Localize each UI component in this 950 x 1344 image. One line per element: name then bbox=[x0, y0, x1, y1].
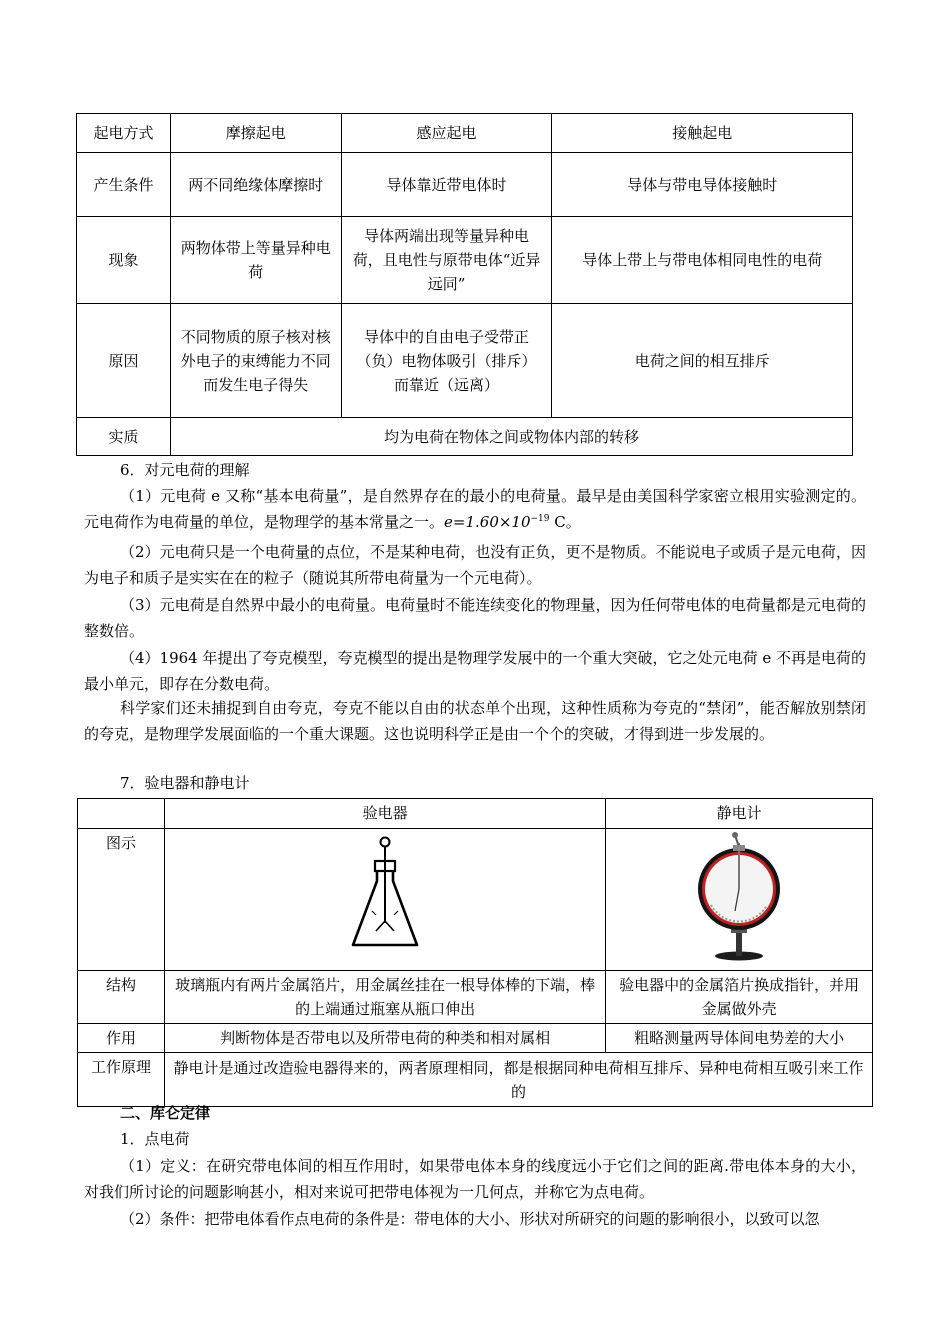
electroscope-table bbox=[77, 798, 873, 1107]
formula-unit: C。 bbox=[549, 513, 581, 531]
row-label: 实质 bbox=[77, 418, 171, 456]
electrometer-icon bbox=[691, 831, 787, 961]
row-label: 作用 bbox=[78, 1024, 165, 1053]
paragraph-3: （3）元电荷是自然界中最小的电荷量。电荷量时不能连续变化的物理量，因为任何带电体的电荷量都是元电荷的整数倍。 bbox=[84, 596, 866, 640]
paragraph-2: （2）元电荷只是一个电荷量的点位，不是某种电荷，也没有正负，更不是物质。不能说电子或质子是元电荷，因为电子和质子是实实在在的粒子（随说其所带电荷量为一个元电荷）。 bbox=[84, 543, 866, 587]
electroscope-icon bbox=[345, 835, 425, 957]
row-label: 原因 bbox=[77, 304, 171, 418]
section-6-heading: 6．对元电荷的理解 bbox=[120, 461, 250, 479]
row-label: 产生条件 bbox=[77, 153, 171, 217]
table-row bbox=[78, 829, 873, 971]
table-row bbox=[77, 114, 853, 153]
table-cell: 导体与带电导体接触时 bbox=[552, 153, 853, 217]
table-header-cell: 摩擦起电 bbox=[170, 114, 341, 153]
table-row bbox=[78, 1053, 873, 1107]
table-cell-merged: 均为电荷在物体之间或物体内部的转移 bbox=[170, 418, 852, 456]
table-row bbox=[78, 1024, 873, 1053]
table-cell: 导体两端出现等量异种电荷，且电性与原带电体“近异远同” bbox=[341, 217, 552, 304]
table-row bbox=[77, 153, 853, 217]
table-cell: 粗略测量两导体间电势差的大小 bbox=[606, 1024, 873, 1053]
table-cell: 不同物质的原子核对核外电子的束缚能力不同而发生电子得失 bbox=[170, 304, 341, 418]
table-header-cell: 接触起电 bbox=[552, 114, 853, 153]
table-header-cell: 验电器 bbox=[164, 799, 605, 829]
paragraph-4: （4）1964 年提出了夸克模型，夸克模型的提出是物理学发展中的一个重大突破，它之处元电荷 e 不再是电荷的最小单元，即存在分数电荷。 bbox=[84, 649, 866, 693]
subheading-point-charge: 1．点电荷 bbox=[120, 1130, 190, 1148]
row-label: 图示 bbox=[78, 829, 165, 971]
table-header-cell bbox=[78, 799, 165, 829]
formula-e: e=1.60×10 bbox=[444, 513, 531, 531]
paragraph-1 bbox=[84, 483, 866, 535]
table-row bbox=[78, 971, 873, 1024]
paragraph-definition: （1）定义：在研究带电体间的相互作用时，如果带电体本身的线度远小于它们之间的距离.带电体本身的大小，对我们所讨论的问题影响甚小，相对来说可把带电体视为一几何点，并称它为点电荷。 bbox=[84, 1157, 866, 1201]
table-row bbox=[77, 418, 853, 456]
charging-methods-table bbox=[76, 113, 853, 456]
table-cell: 判断物体是否带电以及所带电荷的种类和相对属相 bbox=[164, 1024, 605, 1053]
table-cell: 两物体带上等量异种电荷 bbox=[170, 217, 341, 304]
formula-exponent: −19 bbox=[530, 514, 550, 524]
table-cell: 电荷之间的相互排斥 bbox=[552, 304, 853, 418]
section-2-heading: 二、库仑定律 bbox=[120, 1104, 211, 1122]
row-label: 结构 bbox=[78, 971, 165, 1024]
electroscope-figure-cell bbox=[164, 829, 605, 971]
table-row bbox=[77, 304, 853, 418]
table-cell: 两不同绝缘体摩擦时 bbox=[170, 153, 341, 217]
table-header-cell: 感应起电 bbox=[341, 114, 552, 153]
table-header-cell: 起电方式 bbox=[77, 114, 171, 153]
table-cell: 导体中的自由电子受带正（负）电物体吸引（排斥）而靠近（远离） bbox=[341, 304, 552, 418]
table-cell: 导体靠近带电体时 bbox=[341, 153, 552, 217]
table-row bbox=[77, 217, 853, 304]
electrometer-figure-cell bbox=[606, 829, 873, 971]
table-cell: 玻璃瓶内有两片金属箔片，用金属丝挂在一根导体棒的下端，棒的上端通过瓶塞从瓶口伸出 bbox=[164, 971, 605, 1024]
paragraph-condition: （2）条件：把带电体看作点电荷的条件是：带电体的大小、形状对所研究的问题的影响很小，以致可以忽 bbox=[120, 1210, 820, 1228]
row-label: 工作原理 bbox=[78, 1053, 165, 1107]
table-row bbox=[78, 799, 873, 829]
row-label: 现象 bbox=[77, 217, 171, 304]
paragraph-5: 科学家们还未捕捉到自由夸克，夸克不能以自由的状态单个出现，这种性质称为夸克的“禁闭”，能否解放别禁闭的夸克，是物理学发展面临的一个重大课题。这也说明科学正是由一个个的突破，才得到进一步发展的。 bbox=[84, 699, 866, 743]
table-cell: 验电器中的金属箔片换成指针，并用金属做外壳 bbox=[606, 971, 873, 1024]
table-cell: 导体上带上与带电体相同电性的电荷 bbox=[552, 217, 853, 304]
table-header-cell: 静电计 bbox=[606, 799, 873, 829]
section-7-heading: 7．验电器和静电计 bbox=[120, 774, 250, 792]
paragraph-1-text: （1）元电荷 e 又称“基本电荷量”，是自然界存在的最小的电荷量。最早是由美国科学家密立根用实验测定的。元电荷作为电荷量的单位，是物理学的基本常量之一。 bbox=[84, 487, 866, 531]
table-cell-merged: 静电计是通过改造验电器得来的，两者原理相同，都是根据同种电荷相互排斥、异种电荷相互吸引来工作的 bbox=[164, 1053, 872, 1107]
